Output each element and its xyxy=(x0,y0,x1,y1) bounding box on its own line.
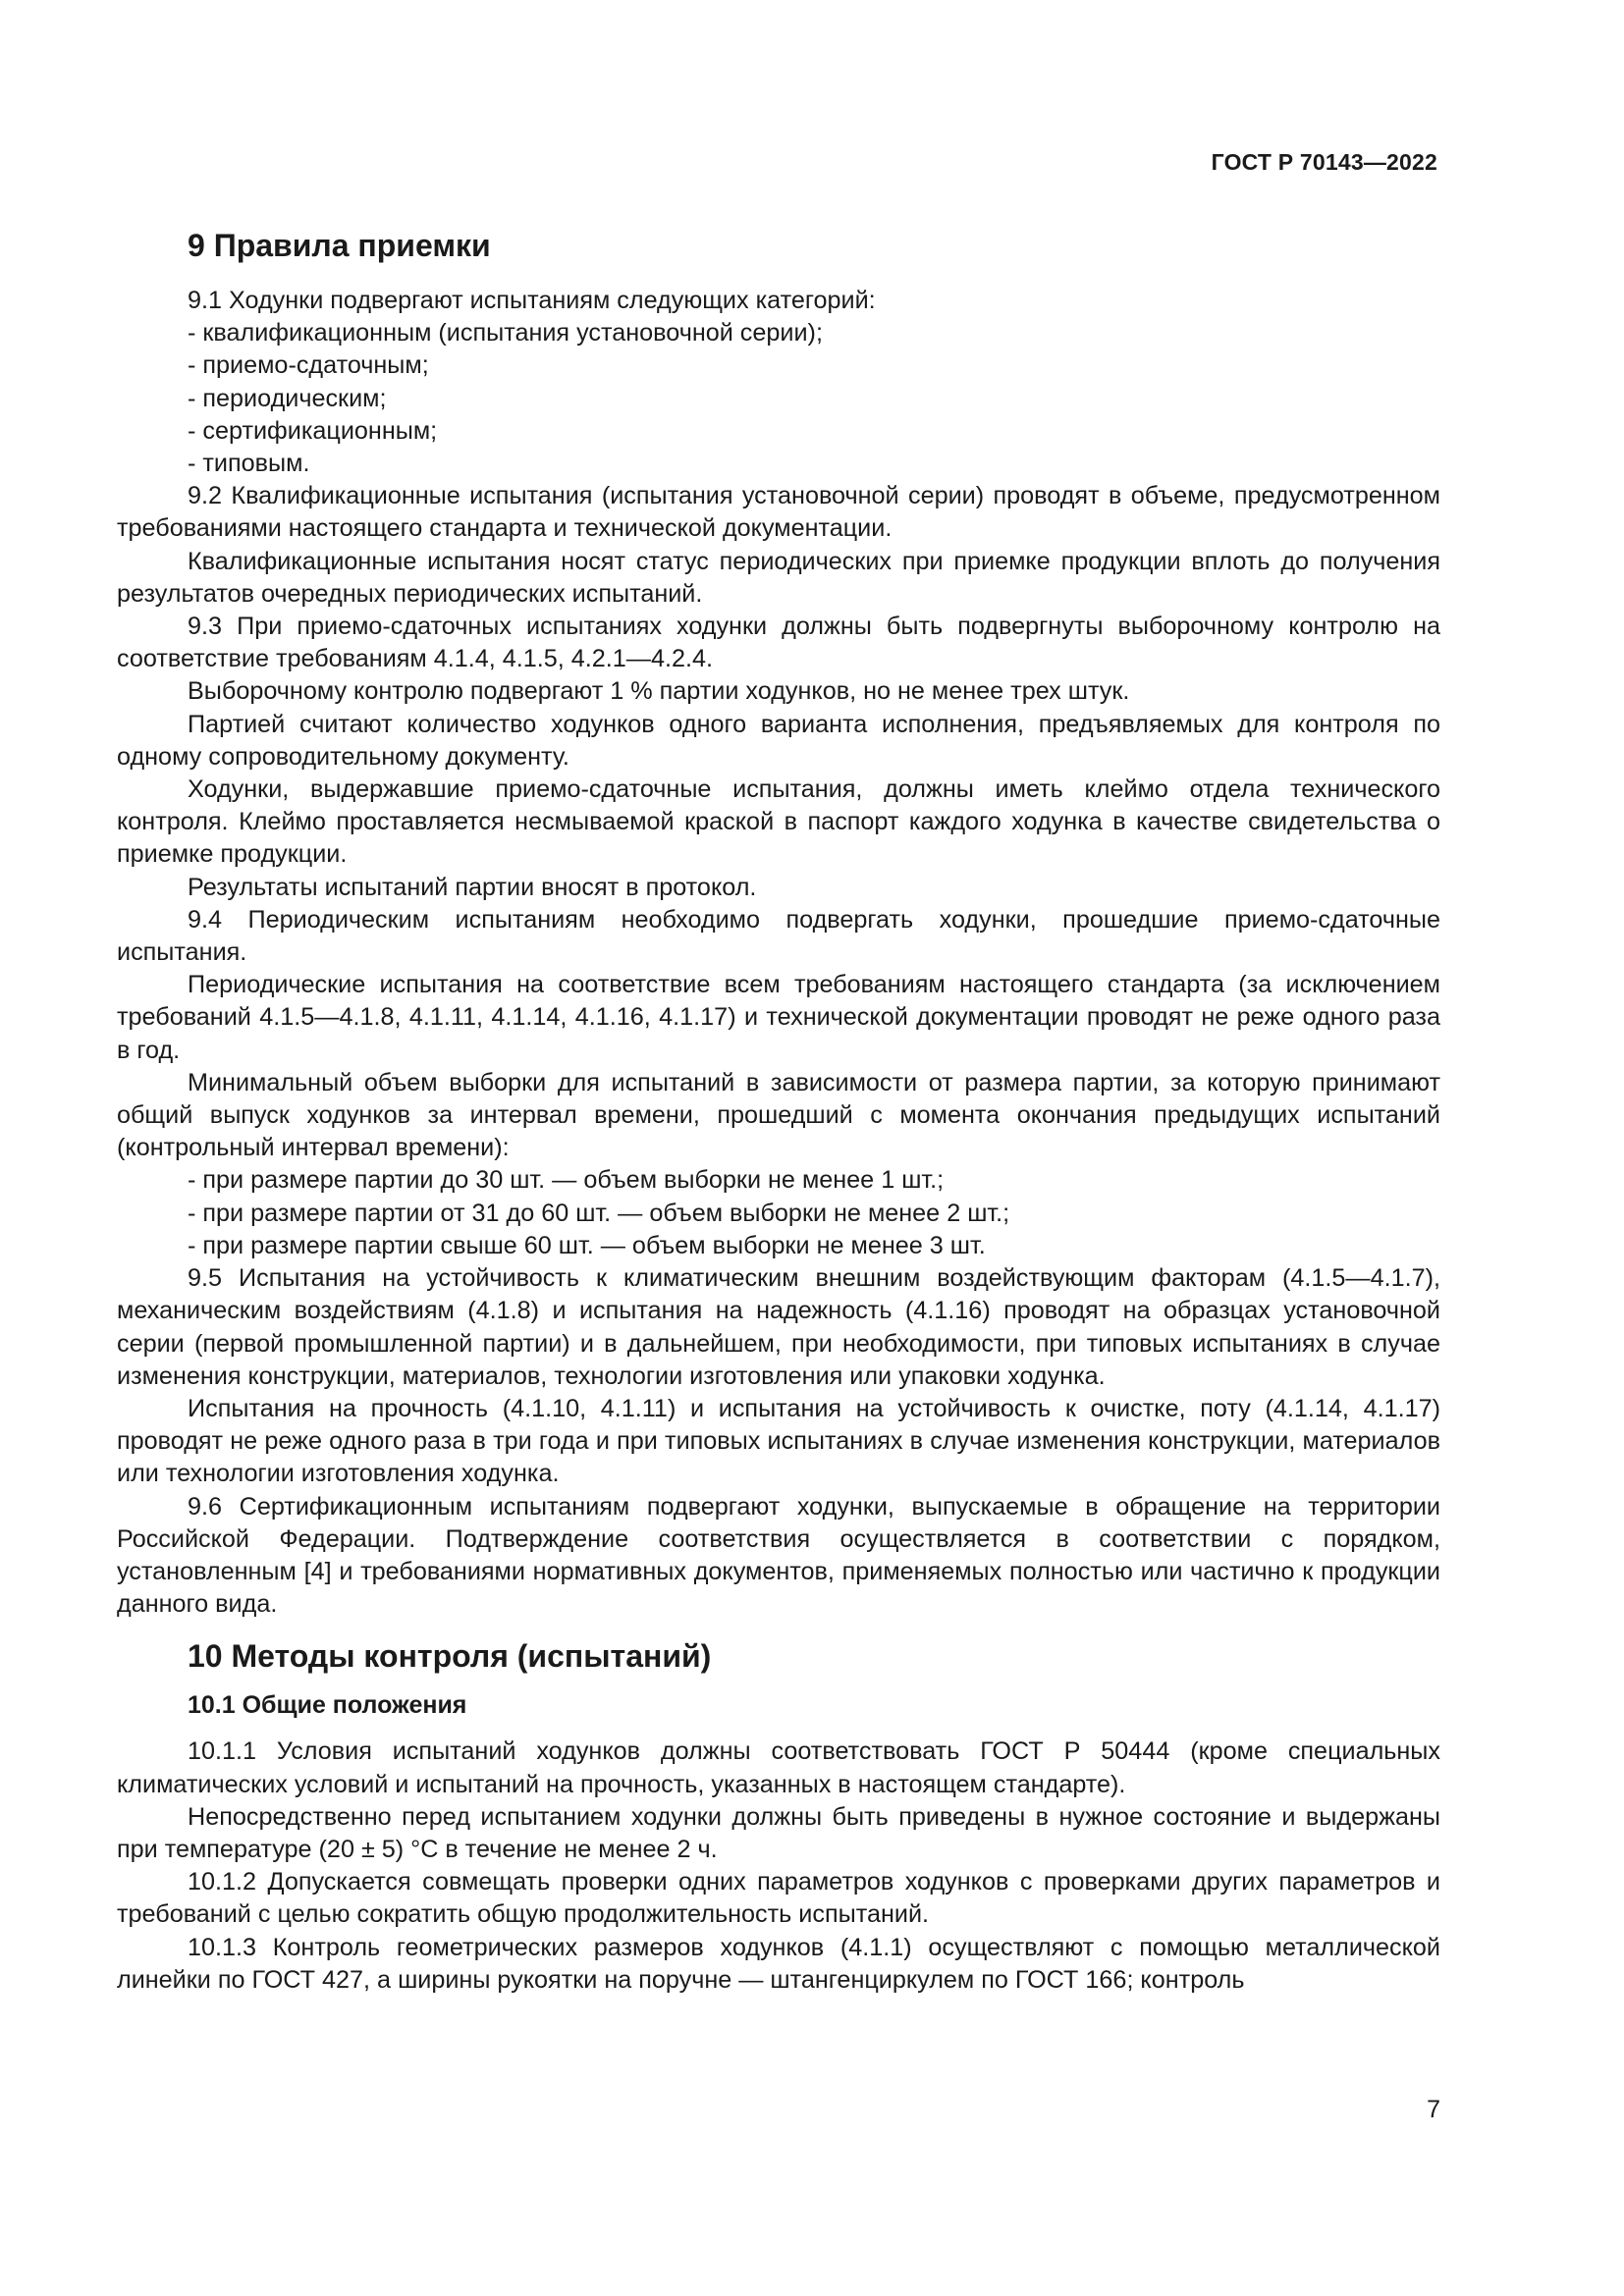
sample-size-list xyxy=(117,1164,1440,1262)
section-9-title: 9 Правила приемки xyxy=(188,228,491,263)
paragraph-10-1-3: 10.1.3 Контроль геометрических размеров ходунков (4.1.1) осуществляют с помощью металлической линейки по ГОСТ 427, а ширины рукоятки на поручне — штангенциркулем по ГОСТ 166; контроль xyxy=(117,1933,1440,1994)
list-item: - типовым. xyxy=(188,448,1440,480)
document-id-header: ГОСТ Р 70143—2022 xyxy=(1211,149,1437,175)
paragraph-9-6: 9.6 Сертификационным испытаниям подвергают ходунки, выпускаемые в обращение на территории Российской Федерации. Подтверждение соответствия осуществляется в соответствии с порядком, установленным [4] и требованиями нормативных документов, применяемых полностью или частично к продукции данного вида. xyxy=(117,1492,1440,1619)
paragraph: Непосредственно перед испытанием ходунки должны быть приведены в нужное состояние и выдержаны при температуре (20 ± 5) °С в течение не менее 2 ч. xyxy=(117,1802,1440,1863)
paragraph-10-1-1: 10.1.1 Условия испытаний ходунков должны соответствовать ГОСТ Р 50444 (кроме специальных климатических условий и испытаний на прочность, указанных в настоящем стандарте). xyxy=(117,1737,1440,1798)
list-item: - при размере партии от 31 до 60 шт. — объем выборки не менее 2 шт.; xyxy=(188,1198,1440,1230)
paragraph: Квалификационные испытания носят статус периодических при приемке продукции вплоть до получения результатов очередных периодических испытаний. xyxy=(117,547,1440,608)
paragraph: Результаты испытаний партии вносят в протокол. xyxy=(188,873,757,901)
test-categories-list xyxy=(117,317,1440,480)
paragraph-9-4: 9.4 Периодическим испытаниям необходимо подвергать ходунки, прошедшие приемо-сдаточные испытания. xyxy=(117,905,1440,967)
paragraph-9-5: 9.5 Испытания на устойчивость к климатическим внешним воздействующим факторам (4.1.5—4.1.7), механическим воздействиям (4.1.8) и испытания на надежность (4.1.16) проводят на образцах установочной серии (первой промышленной партии) и в дальнейшем, при необходимости, при типовых испытаниях в случае изменения конструкции, материалов, технологии изготовления или упаковки ходунка. xyxy=(117,1264,1440,1390)
paragraph: Ходунки, выдержавшие приемо-сдаточные испытания, должны иметь клеймо отдела технического контроля. Клеймо проставляется несмываемой краской в паспорт каждого ходунка в качестве свидетельства о приемке продукции. xyxy=(117,775,1440,869)
paragraph-10-1-2: 10.1.2 Допускается совмещать проверки одних параметров ходунков с проверками других параметров и требований с целью сократить общую продолжительность испытаний. xyxy=(117,1868,1440,1929)
paragraph-9-1: 9.1 Ходунки подвергают испытаниям следующих категорий: xyxy=(188,287,876,314)
paragraph: Выборочному контролю подвергают 1 % партии ходунков, но не менее трех штук. xyxy=(188,677,1130,706)
paragraph: Периодические испытания на соответствие всем требованиям настоящего стандарта (за исключением требований 4.1.5—4.1.8, 4.1.11, 4.1.14, 4.1.16, 4.1.17) и технической документации проводят не реже одного раза в год. xyxy=(117,971,1440,1064)
section-10-title: 10 Методы контроля (испытаний) xyxy=(188,1638,712,1675)
paragraph: Минимальный объем выборки для испытаний в зависимости от размера партии, за которую принимают общий выпуск ходунков за интервал времени, прошедший с момента окончания предыдущих испытаний (контрольный интервал времени): xyxy=(117,1068,1440,1162)
list-item: - квалификационным (испытания установочной серии); xyxy=(188,317,1440,349)
paragraph-9-2: 9.2 Квалификационные испытания (испытания установочной серии) проводят в объеме, предусмотренном требованиями настоящего стандарта и технической документации. xyxy=(117,482,1440,543)
page-content xyxy=(117,226,1440,1997)
list-item: - сертификационным; xyxy=(188,415,1440,448)
paragraph: Испытания на прочность (4.1.10, 4.1.11) и испытания на устойчивость к очистке, поту (4.1.14, 4.1.17) проводят не реже одного раза в три года и при типовых испытаниях в случае изменения конструкции, материалов или технологии изготовления ходунка. xyxy=(117,1394,1440,1488)
paragraph: Партией считают количество ходунков одного варианта исполнения, предъявляемых для контроля по одному сопроводительному документу. xyxy=(117,710,1440,771)
list-item: - при размере партии до 30 шт. — объем выборки не менее 1 шт.; xyxy=(188,1164,1440,1197)
page-number: 7 xyxy=(1427,2096,1440,2123)
list-item: - при размере партии свыше 60 шт. — объем выборки не менее 3 шт. xyxy=(188,1230,1440,1262)
list-item: - приемо-сдаточным; xyxy=(188,349,1440,382)
paragraph-9-3: 9.3 При приемо-сдаточных испытаниях ходунки должны быть подвергнуты выборочному контролю на соответствие требованиям 4.1.4, 4.1.5, 4.2.1—4.2.4. xyxy=(117,613,1440,673)
list-item: - периодическим; xyxy=(188,383,1440,415)
subsection-10-1-title: 10.1 Общие положения xyxy=(188,1691,467,1720)
